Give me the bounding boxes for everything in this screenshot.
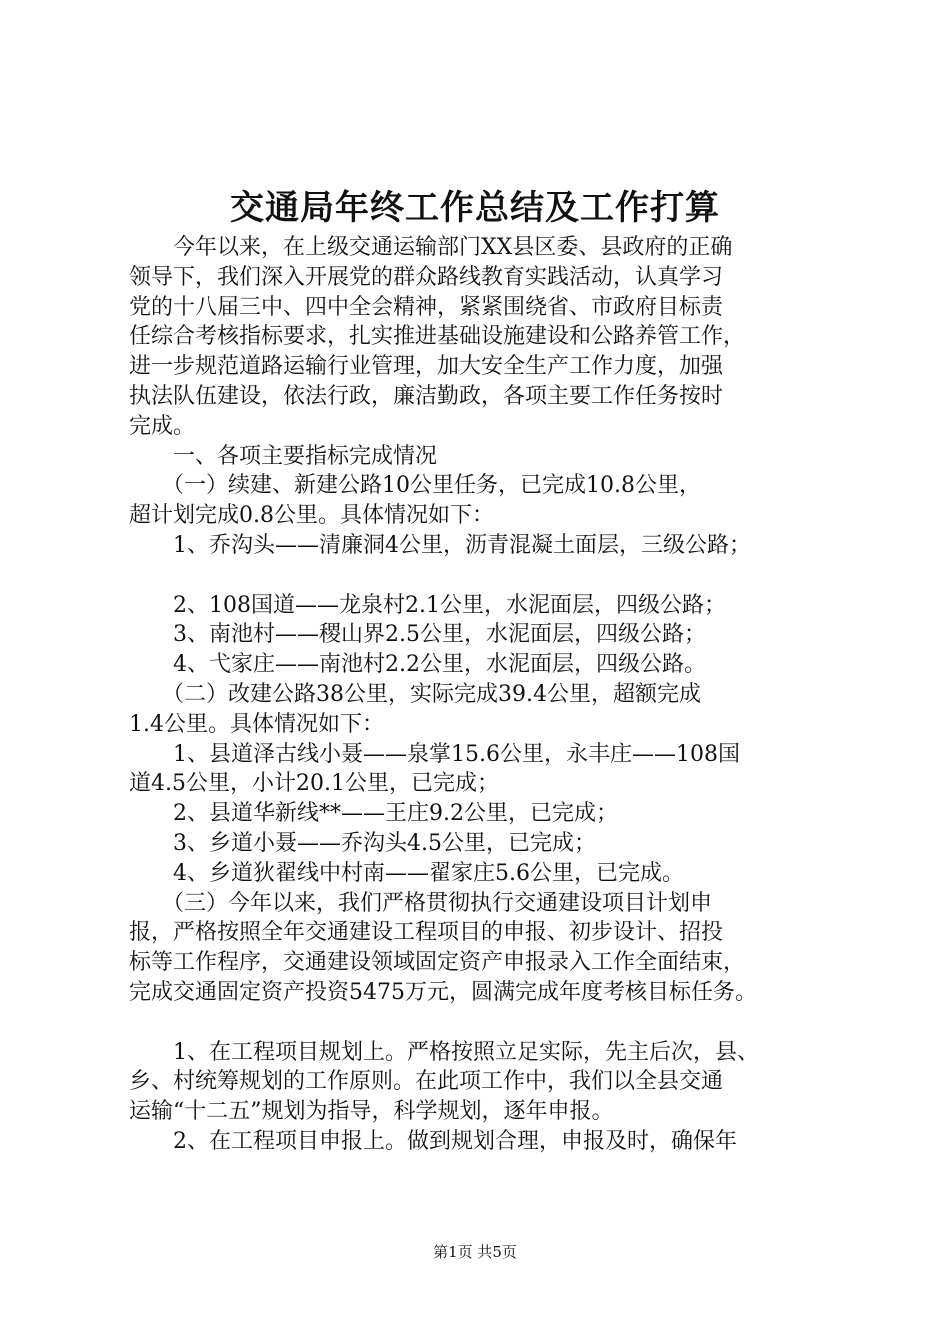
text-line: 1.4公里。具体情况如下： <box>129 711 384 737</box>
text-line: 3、乡道小聂——乔沟头4.5公里，已完成； <box>129 830 596 856</box>
text-line: 今年以来，在上级交通运输部门XX县区委、县政府的正确 <box>129 235 733 260</box>
text-line: 4、弋家庄——南池村2.2公里，水泥面层，四级公路。 <box>129 652 706 678</box>
text-line: 1、县道泽古线小聂——泉掌15.6公里，永丰庄——108国 <box>129 741 740 767</box>
text-line: 报，严格按照全年交通建设工程项目的申报、初步设计、招投 <box>129 920 724 946</box>
text-line: 2、在工程项目申报上。做到规划合理，申报及时，确保年 <box>129 1128 737 1154</box>
text-line: （三）今年以来，我们严格贯彻执行交通建设项目计划申 <box>129 890 713 916</box>
text-line: 任综合考核指标要求，扎实推进基础设施建设和公路养管工作， <box>129 324 746 350</box>
text-line: 完成交通固定资产投资5475万元，圆满完成年度考核目标任务。 <box>129 979 757 1005</box>
text-line: 1、乔沟头——清廉洞4公里，沥青混凝土面层，三级公路； <box>129 532 751 558</box>
blank-line <box>129 561 829 591</box>
document-body <box>129 233 829 1157</box>
text-line: 领导下，我们深入开展党的群众路线教育实践活动，认真学习 <box>129 264 724 290</box>
text-line: （二）改建公路38公里，实际完成39.4公里，超额完成 <box>129 681 701 707</box>
text-line: 4、乡道狄翟线中村南——翟家庄5.6公里，已完成。 <box>129 860 684 886</box>
text-line: 乡、村统筹规划的工作原则。在此项工作中，我们以全县交通 <box>129 1069 724 1095</box>
text-line: 完成。 <box>129 413 196 439</box>
text-line: 一、各项主要指标完成情况 <box>129 443 438 469</box>
text-line: 执法队伍建设，依法行政，廉洁勤政，各项主要工作任务按时 <box>129 383 724 409</box>
text-line: 超计划完成0.8公里。具体情况如下： <box>129 503 494 529</box>
text-line: 2、县道华新线**——王庄9.2公里，已完成； <box>129 801 618 827</box>
page-footer: 第1页 共5页 <box>433 1243 517 1261</box>
text-line: （一）续建、新建公路10公里任务，已完成10.8公里， <box>129 473 701 499</box>
text-line: 道4.5公里，小计20.1公里，已完成； <box>129 771 499 797</box>
document-title: 交通局年终工作总结及工作打算 <box>230 188 720 228</box>
text-line: 运输“十二五”规划为指导，科学规划，逐年申报。 <box>129 1099 614 1125</box>
blank-line <box>129 1008 829 1038</box>
text-line: 进一步规范道路运输行业管理，加大安全生产工作力度，加强 <box>129 354 724 380</box>
text-line: 2、108国道——龙泉村2.1公里，水泥面层，四级公路； <box>129 592 726 618</box>
text-line: 党的十八届三中、四中全会精神，紧紧围绕省、市政府目标责 <box>129 294 724 320</box>
text-line: 3、南池村——稷山界2.5公里，水泥面层，四级公路； <box>129 622 706 648</box>
text-line: 1、在工程项目规划上。严格按照立足实际，先主后次，县、 <box>129 1039 759 1065</box>
text-line: 标等工作程序，交通建设领域固定资产申报录入工作全面结束， <box>129 950 746 976</box>
